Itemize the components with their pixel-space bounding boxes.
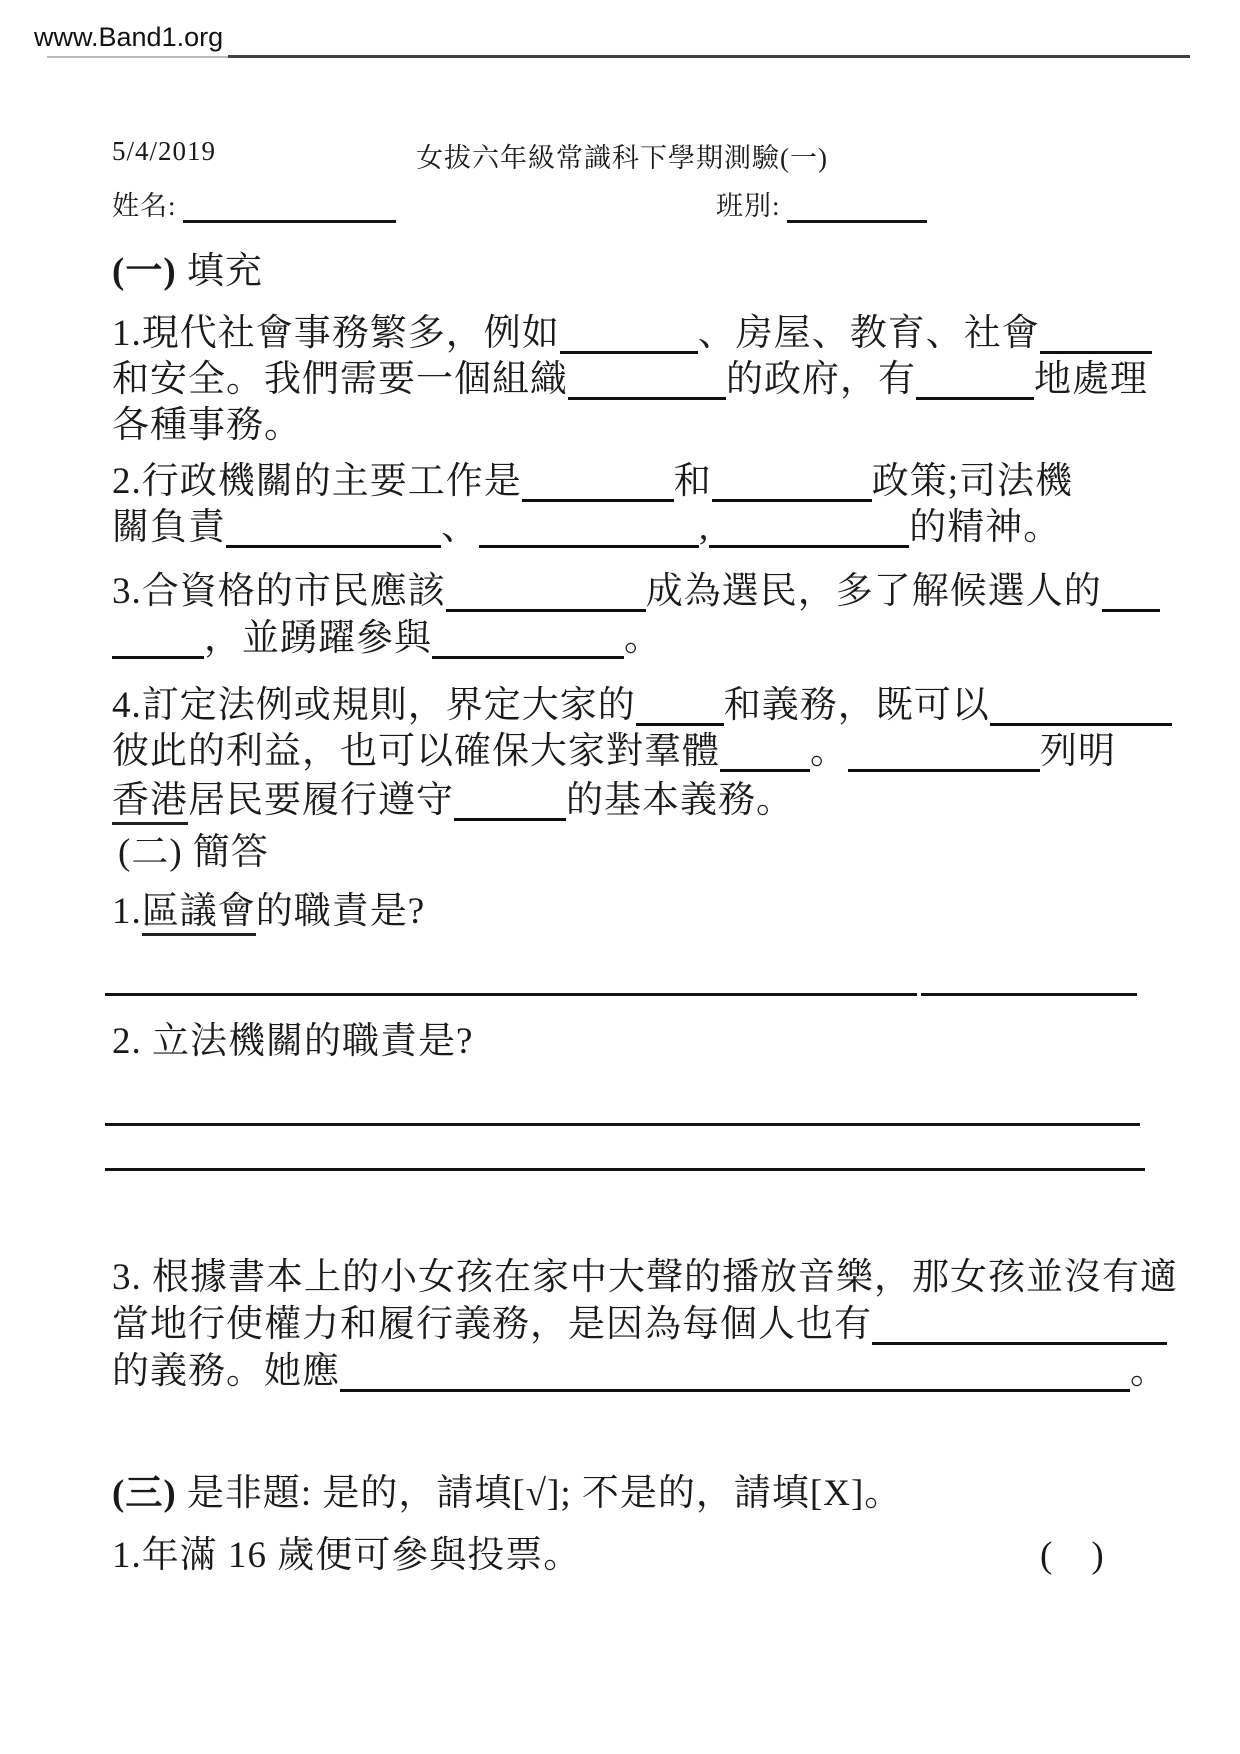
s1-q3-line2 [112,617,1182,661]
s2-q3-text: 。 [1130,1351,1168,1392]
s1-q1-text: 、房屋、教育、社會 [697,313,1040,354]
s1-q3-line1 [112,570,1182,614]
s1-q4-text: 的基本義務。 [566,780,794,821]
s1-q2-line2 [112,506,1182,550]
s1-q4-line2 [112,730,1182,774]
s2-q1 [112,890,1182,934]
s1-q1-text: 的政府，有 [726,359,916,400]
s1-q1-text: 和安全。我們需要一個組織 [112,359,568,400]
fill-blank [226,507,441,548]
exam-title: 女拔六年級常識科下學期測驗(一) [416,143,828,173]
s2-q3-line3 [112,1350,1182,1394]
s1-q3-text: 。 [624,618,662,659]
s1-q3-text: 3.合資格的市民應該 [112,571,446,612]
class-blank [787,194,927,223]
s1-q4-text: 列明 [1040,731,1116,772]
section2-heading-number: (二) [118,832,183,873]
class-field [716,184,927,223]
fill-blank [568,359,726,400]
s1-q4-text: 彼此的利益，也可以確保大家對羣體 [112,731,720,772]
s2-q3-line1 [112,1256,1182,1300]
s1-q2-text: 2.行政機關的主要工作是 [112,461,522,502]
s3-q1-answer-brackets [1040,1534,1240,1578]
answer-line [105,1123,1140,1126]
fill-blank [848,731,1040,772]
s1-q2-line1 [112,460,1182,504]
fill-blank [720,731,810,772]
section3-heading [112,1472,1182,1516]
s1-q4-text: 居民要履行遵守 [188,780,454,821]
s2-q2-text: 2. 立法機關的職責是? [112,1021,474,1062]
name-blank [183,194,396,223]
answer-parentheses: ( ) [1040,1535,1105,1576]
s1-q2-text: 和 [673,461,712,502]
s2-q3-text: 的義務。她應 [112,1351,340,1392]
fill-blank [916,359,1034,400]
s1-q2-text: 關負責 [112,507,226,548]
section2-heading-label: 簡答 [192,832,269,873]
section2-heading [118,831,1188,875]
section1-heading-label: 填充 [186,251,263,292]
s1-q3-text: ，並踴躍參與 [204,618,432,659]
fill-blank [1040,313,1152,354]
s1-q4-text: 和義務，既可以 [723,685,990,726]
fill-blank [712,461,872,502]
fill-blank [560,313,698,354]
answer-line [105,1168,1145,1171]
s2-q3-line2 [112,1303,1182,1347]
section1-heading-number: (一) [112,251,177,292]
fill-blank [709,507,909,548]
s1-q4-line3 [112,779,1182,823]
s1-q2-text: 、 [441,507,479,548]
fill-blank [522,461,674,502]
fill-blank [636,685,724,726]
s2-q1-text: 的職責是? [255,891,426,932]
fill-blank [446,571,646,612]
name-field [112,184,396,223]
s2-q1-number: 1. [112,891,142,932]
fill-blank [454,780,566,821]
fill-blank [872,1304,1167,1345]
s3-q1 [112,1534,1182,1578]
s2-q3-text: 當地行使權力和履行義務，是因為每個人也有 [112,1304,872,1345]
site-link[interactable]: www.Band1.org [34,22,224,52]
header-divider-light [47,56,228,58]
s1-q1-line2 [112,358,1182,402]
s1-q4-underlined-term: 香港 [112,780,188,825]
s2-q3-text: 3. 根據書本上的小女孩在家中大聲的播放音樂，那女孩並沒有適 [112,1257,1178,1298]
header-divider [228,55,1190,58]
class-label: 班別: [716,191,781,221]
s1-q3-text: 成為選民，多了解候選人的 [645,571,1102,612]
s1-q1-line1 [112,312,1182,356]
fill-blank [990,685,1172,726]
s1-q2-text: 政策;司法機 [871,461,1074,502]
s1-q1-line3 [112,404,1182,448]
s2-q2 [112,1020,1182,1064]
s1-q1-text: 各種事務。 [112,405,302,446]
s1-q1-text: 地處理 [1034,359,1148,400]
s1-q4-text: 。 [810,731,848,772]
s1-q4-line1 [112,684,1182,728]
fill-blank [340,1351,1130,1392]
fill-blank [479,507,699,548]
s1-q1-text: 1.現代社會事務繁多，例如 [112,313,560,354]
s1-q2-text: 的精神。 [909,507,1062,548]
s1-q2-text: , [699,507,710,548]
section3-heading-label: 是非題: 是的，請填[√]; 不是的，請填[X]。 [186,1473,903,1514]
section3-heading-number: (三) [112,1473,177,1514]
s1-q4-text: 4.訂定法例或規則，界定大家的 [112,685,636,726]
fill-blank [112,618,204,659]
answer-line [105,993,917,996]
s3-q1-text: 1.年滿 16 歲便可參與投票。 [112,1535,582,1576]
fill-blank [432,618,624,659]
exam-date: 5/4/2019 [112,136,217,166]
section1-heading [112,250,1182,294]
name-label: 姓名: [112,191,177,221]
fill-blank [1102,571,1160,612]
s2-q1-underlined-term: 區議會 [142,891,256,936]
answer-line [921,993,1137,996]
